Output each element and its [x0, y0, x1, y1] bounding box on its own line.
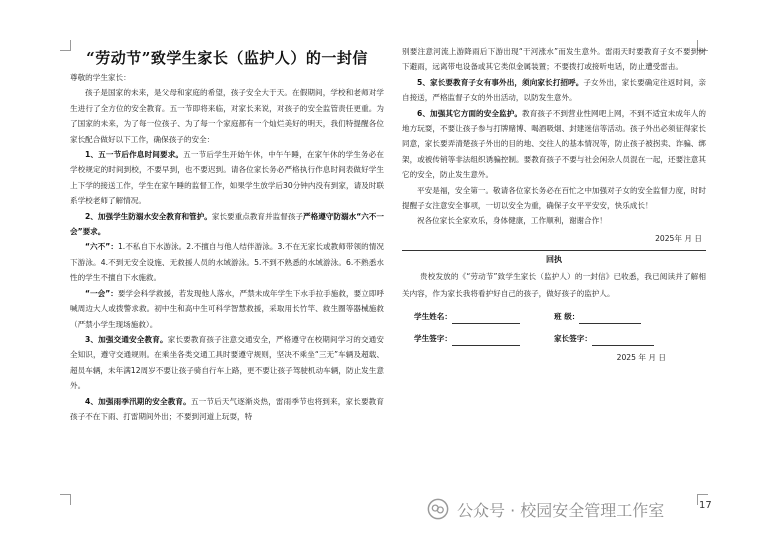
- section-1-heading: 1、五一节后作息时间要求。: [85, 150, 184, 160]
- receipt-row-1: [402, 302, 706, 324]
- receipt-date: 2025 年 月 日: [616, 353, 666, 363]
- section-6: [402, 106, 706, 183]
- one-will-rule: [70, 286, 384, 332]
- section-2-bold-requirement: 严格遵守防溺水“六不一会”要求。: [70, 211, 384, 237]
- intro-paragraph: 孩子是国家的未来，是父母和家庭的希望，孩子安全大于天。在假期间，学校和老师对学生进行了全方位的安全教育。五一节即将来临，对家长来说，对孩子的安全监管责任更重。为了国家的未来，为了每一位孩子、为了每一个家庭都有一个灿烂美好的明天，我们特提醒各位家长配合做好以下工作，确保孩子的安全：: [70, 88, 384, 144]
- section-5-heading: 5、家长要教育子女有事外出，须向家长打招呼。: [417, 77, 584, 87]
- section-5: [402, 75, 706, 106]
- section-3: [70, 332, 384, 394]
- receipt-title: 回执: [546, 255, 562, 265]
- section-2-heading: 2、加强学生防溺水安全教育和管护。: [85, 211, 212, 221]
- crop-mark-bottom-left: [60, 494, 71, 505]
- page-number: 17: [699, 500, 712, 511]
- class-label: 班 级：: [553, 311, 580, 321]
- right-column: [402, 44, 706, 366]
- one-will-text: 要学会科学救援，若发现他人落水，严禁未成年学生下水手拉手施救，要立即呼喊周边大人或拨警求救。初中生和高中生可科学智慧救援，采取用长竹竿、救生圈等器械施救（严禁小学生现场施救）。: [70, 288, 385, 329]
- six-no-text: 1.不私自下水游泳。2.不擅自与他人结伴游泳。3.不在无家长或教师带领的情况下游泳。4.不到无安全设施、无救援人员的水域游泳。5.不到不熟悉的水域游泳。6.不熟悉水性的学生不擅自下水施救。: [70, 242, 385, 283]
- section-5-body: 子女外出，家长要确定往返时间，亲自接送，严格监督子女的外出活动，以防发生意外。: [402, 77, 707, 103]
- one-will-label: “一会”：: [85, 288, 118, 298]
- left-column: [70, 44, 384, 424]
- section-1-body: 五一节后学生开始午休，中午午睡，在家午休的学生务必在学校规定的时间到校，不要早到，也不要迟到。请各位家长务必严格执行作息时间表做好学生上下学的接送工作，学生在家午睡的监督工作，如果学生放学后30分钟内没有到家，请及时联系学校老师了解情况。: [70, 150, 384, 206]
- student-sign-label: 学生签字：: [414, 333, 452, 343]
- section-2: [70, 209, 384, 240]
- section-4-start: [70, 394, 384, 425]
- section-2-body: 家长要重点教育并监督孩子: [211, 211, 304, 221]
- six-no-label: “六不”：: [85, 242, 118, 252]
- section-6-body: 教育孩子不到营业性网吧上网，不到不适宜未成年人的地方玩耍，不要让孩子参与打牌赌博、喝酒吸烟、封建迷信等活动。孩子外出必须征得家长同意，家长要弄清楚孩子外出的目的地、交往人的基本情况等，防止孩子被拐卖、诈骗、绑架，或被传销等非法组织诱骗控制。要教育孩子不要与社会闲杂人员混在一起，还要注意其它的安全，防止发生意外。: [402, 108, 706, 180]
- section-3-body: 家长要教育孩子注意交通安全，严格遵守在校期间学习的交通安全知识，遵守交通规则。在乘坐各类交通工具时要遵守规则，坚决不乘坐“三无”车辆及超载、超员车辆，未年满12周岁不要让孩子骑自行车上路，更不要让孩子驾驶机动车辆，防止发生意外。: [70, 334, 384, 391]
- student-name-field[interactable]: [452, 313, 520, 324]
- receipt-section: [402, 250, 706, 365]
- letter-date: 2025年 月 日: [655, 233, 702, 243]
- section-4-body-left: 五一节后天气逐渐炎热，雷雨季节也将到来，家长要教育孩子不在下雨、打雷期间外出；不要到河道上玩耍，特: [70, 396, 384, 421]
- six-no-rules: [70, 239, 384, 285]
- letter-title: “劳动节”致学生家长（监护人）的一封信: [86, 49, 368, 67]
- wechat-watermark: [427, 494, 664, 524]
- parent-signature-field[interactable]: [592, 335, 654, 346]
- section-1: [70, 147, 384, 209]
- section-4-heading: 4、加强雨季汛期的安全教育。: [85, 396, 191, 406]
- student-signature-field[interactable]: [452, 335, 520, 346]
- section-3-heading: 3、加强交通安全教育。: [85, 334, 168, 344]
- student-name-label: 学生姓名：: [414, 311, 452, 321]
- closing-wishes: 祝各位家长全家欢乐，身体健康，工作顺利，谢谢合作！: [417, 216, 607, 226]
- receipt-row-2: [402, 324, 706, 346]
- section-6-heading: 6、加强其它方面的安全监护。: [417, 108, 523, 118]
- watermark-text: 公众号 · 校园安全管理工作室: [457, 500, 665, 520]
- section-4-continued: 别要注意河流上游降雨后下游出现“干河涨水”而发生意外。雷雨天时要教育子女不要到树下避雨，远离带电设备或其它类似金属装置；不要拨打或接听电话，防止遭受雷击。: [402, 47, 706, 72]
- class-field[interactable]: [579, 313, 641, 324]
- receipt-body: 贵校发放的《“劳动节”致学生家长（监护人）的一封信》已收悉，我已阅读并了解相关内容，作为家长我将看护好自己的孩子，做好孩子的监护人。: [402, 272, 706, 299]
- parent-sign-label: 家长签字：: [553, 333, 592, 343]
- salutation: 尊敬的学生家长：: [70, 73, 131, 82]
- wechat-official-account-icon: [427, 498, 449, 520]
- closing-paragraph: 平安是福，安全第一。敬请各位家长务必在百忙之中加强对子女的安全监督力度，时时提醒子女注意安全事项，一切以安全为重，确保子女平平安安，快乐成长！: [402, 185, 706, 211]
